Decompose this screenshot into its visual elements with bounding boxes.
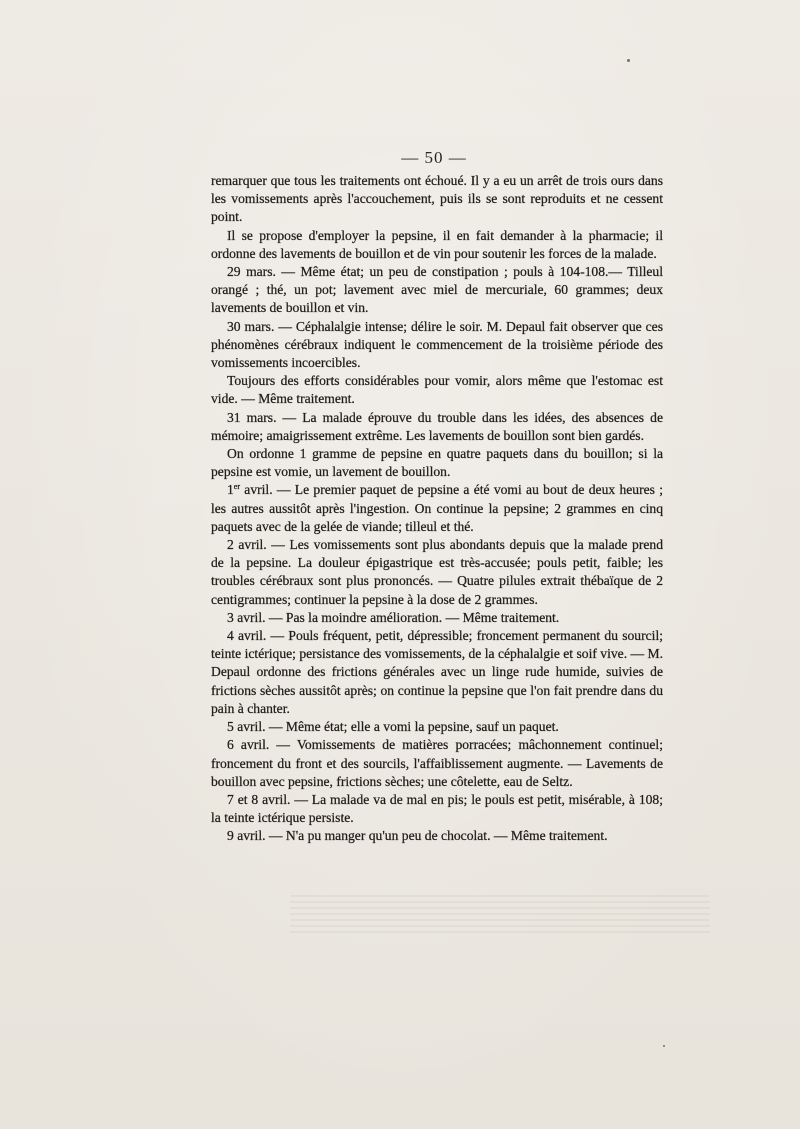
paragraph (211, 481, 663, 536)
paragraph-text: avril. — Le premier paquet de pepsine a été vomi au bout de deux heures ; les autres aussitôt après l'ingestion. On continue la pepsine; 2 grammes en cinq paquets avec de la gelée de viande; tilleul et thé. (211, 482, 663, 534)
paragraph: On ordonne 1 gramme de pepsine en quatre paquets dans du bouillon; si la pepsine est vomie, un lavement de bouillon. (211, 446, 663, 480)
paragraph: 6 avril. — Vomissements de matières porracées; mâchonnement continuel; froncement du front et des sourcils, l'affaiblissement augmente. — Lavements de bouillon avec pepsine, frictions sèches; une côtelette, eau de Seltz. (211, 737, 663, 789)
paragraph: 7 et 8 avril. — La malade va de mal en pis; le pouls est petit, misérable, à 108; la teinte ictérique persiste. (211, 791, 663, 826)
paragraph: 30 mars. — Céphalalgie intense; délire le soir. M. Depaul fait observer que ces phénomènes cérébraux indiquent le commencement de la troisième période des vomissements incoercibles. (211, 318, 663, 371)
paragraph: 3 avril. — Pas la moindre amélioration. — Même traitement. (227, 609, 560, 625)
paragraph: 5 avril. — Même état; elle a vomi la pepsine, sauf un paquet. (227, 719, 559, 735)
body-text (211, 172, 663, 846)
paper-speck (627, 59, 630, 62)
paragraph: 31 mars. — La malade éprouve du trouble dans les idées, des absences de mémoire; amaigrissement extrême. Les lavements de bouillon sont bien gardés. (211, 409, 663, 443)
paper-speck (663, 1045, 665, 1047)
paragraph: 9 avril. — N'a pu manger qu'un peu de chocolat. — Même traitement. (227, 828, 608, 844)
ordinal-superscript: er (233, 482, 241, 492)
paragraph: 4 avril. — Pouls fréquent, petit, dépressible; froncement permanent du sourcil; teinte ictérique; persistance des vomissements, de la céphalalgie et soif vive. — M. Depaul ordonne des frictions générales avec un linge rude humide, suivies de frictions sèches aussitôt après; on continue la pepsine que l'on fait prendre dans du pain à chanter. (211, 628, 663, 716)
paragraph: Il se propose d'employer la pepsine, il en fait demander à la pharmacie; il ordonne des lavements de bouillon et de vin pour soutenir les forces de la malade. (211, 227, 663, 261)
paragraph: 2 avril. — Les vomissements sont plus abondants depuis que la malade prend de la pepsine. La douleur épigastrique est très-accusée; pouls petit, faible; les troubles cérébraux sont plus prononcés. — Quatre pilules extrait thébaïque de 2 centigrammes; continuer la pepsine à la dose de 2 grammes. (211, 537, 663, 607)
paragraph: remarquer que tous les traitements ont échoué. Il y a eu un arrêt de trois ours dans les vomissements après l'accouchement, puis ils se sont reproduits et ne cessent point. (211, 173, 663, 225)
day-number: 1 (227, 482, 234, 498)
show-through-texture (290, 895, 710, 935)
page-number: — 50 — (401, 148, 467, 167)
paragraph: Toujours des efforts considérables pour vomir, alors même que l'estomac est vide. — Même traitement. (211, 373, 663, 407)
paragraph: 29 mars. — Même état; un peu de constipation ; pouls à 104-108.— Tilleul orangé ; thé, un pot; lavement avec miel de mercuriale, 60 grammes; deux lavements de bouillon et vin. (211, 264, 663, 316)
